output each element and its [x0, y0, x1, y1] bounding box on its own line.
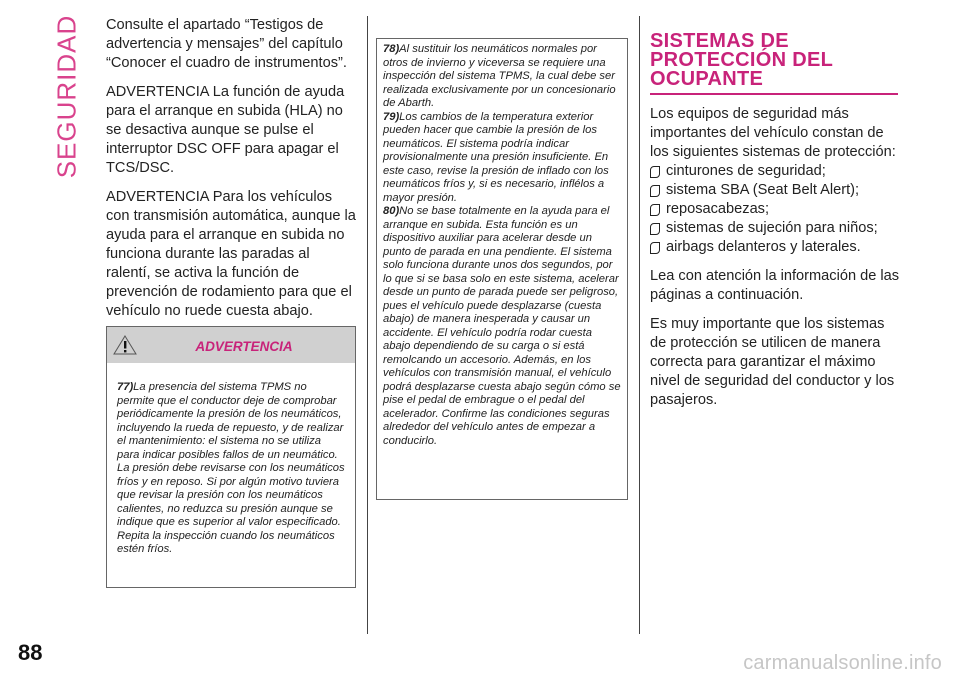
note-78: [383, 43, 621, 111]
heading-underline: [650, 93, 898, 95]
column-left: [106, 16, 358, 331]
list-item: reposacabezas;: [650, 200, 900, 219]
section-side-label: [51, 14, 82, 178]
paragraph: Es muy importante que los sistemas de protección se utilicen de manera correcta para garantizar el máximo nivel de seguridad del conductor y los pasajeros.: [650, 316, 895, 408]
note-80: [383, 205, 621, 448]
paragraph: ADVERTENCIA La función de ayuda para el arranque en subida (HLA) no se desactiva aunque se pulse el interruptor DSC OFF para apagar el TCS/DSC.: [106, 84, 345, 176]
note-text: No se base totalmente en la ayuda para el arranque en subida. Esta función es un dispositivo auxiliar para acelerar desde un punto de parada en una pendiente. El sistema solo funciona durante unos dos segundos, por lo que si se basa solo en este sistema, acelerar desde un punto de parada puede ser peligroso, pues el vehículo puede desplazarse (cuesta abajo) de manera inesperada y causar un accidente. El vehículo podría rodar cuesta abajo dependiendo de su carga o si está remolcando un accesorio. Además, en los vehículos con transmisión manual, el vehículo podrá desplazarse cuesta abajo según cómo se pise el pedal de embrague o el pedal del acelerador. Confirme las condiciones seguras alrededor del vehículo antes de empezar a conducirlo.: [383, 205, 621, 447]
warning-header: [107, 327, 355, 363]
section-side-label-text: SEGURIDAD: [51, 14, 82, 178]
bullet-icon: [650, 185, 660, 197]
note-number: 79): [383, 110, 400, 123]
bullet-icon: [650, 242, 660, 254]
column-divider-2: [639, 16, 640, 634]
page-number: 88: [18, 640, 43, 665]
note-number: 78): [383, 43, 400, 55]
note-text: Los cambios de la temperatura exterior pueden hacer que cambie la presión de los neumáticos. El sistema podría indicar provisionalmente una presión insuficiente. En este caso, revise la presión de inflado con los neumáticos fríos y, si es necesario, inflélos a mayor presión.: [383, 110, 609, 204]
bullet-icon: [650, 166, 660, 178]
protection-systems-list: [650, 162, 900, 257]
list-item: sistema SBA (Seat Belt Alert);: [650, 181, 900, 200]
paragraph: ADVERTENCIA Para los vehículos con transmisión automática, aunque la ayuda para el arranque en subida no funciona durante las paradas al ralentí, se activa la función de prevención de rodamiento para que el vehículo no ruede cuesta abajo.: [106, 189, 356, 319]
list-item: cinturones de seguridad;: [650, 162, 900, 181]
watermark: carmanualsonline.info: [743, 652, 942, 674]
column-right: [650, 32, 900, 420]
intro-paragraph: Los equipos de seguridad más importantes del vehículo constan de los siguientes sistemas de protección:: [650, 106, 896, 160]
notes-box: [376, 38, 628, 500]
note-text: Al sustituir los neumáticos normales por otros de invierno y viceversa se requiere una inspección del sistema TPMS, la cual debe ser realizada exclusivamente por un concesionario de Abarth.: [383, 43, 616, 109]
note-number: 77): [117, 381, 134, 393]
warning-box: [106, 326, 356, 588]
note-77: [117, 381, 345, 557]
bullet-icon: [650, 223, 660, 235]
bullet-icon: [650, 204, 660, 216]
warning-body: [107, 363, 355, 557]
list-item: sistemas de sujeción para niños;: [650, 219, 900, 238]
note-text: La presencia del sistema TPMS no permite que el conductor deje de comprobar periódicamente la presión de los neumáticos, incluyendo la rueda de repuesto, y de realizar el mantenimiento: el sistema no se utiliza para indicar posibles fallos de un neumático. La presión debe revisarse con los neumáticos fríos y en reposo. Si por algún motivo tuviera que revisar la presión con los neumáticos calientes, no reduzca su presión aunque se indique que es superior al valor especificado. Repita la inspección cuando los neumáticos estén fríos.: [117, 381, 345, 555]
column-divider-1: [367, 16, 368, 634]
paragraph: Consulte el apartado “Testigos de advertencia y mensajes” del capítulo “Conocer el cuadro de instrumentos”.: [106, 17, 347, 71]
section-heading: SISTEMAS DE PROTECCIÓN DEL OCUPANTE: [650, 30, 833, 90]
note-number: 80): [383, 205, 400, 217]
warning-title: ADVERTENCIA: [195, 339, 293, 354]
paragraph: Lea con atención la información de las páginas a continuación.: [650, 268, 900, 303]
list-item: airbags delanteros y laterales.: [650, 238, 900, 257]
note-79: [383, 111, 621, 206]
